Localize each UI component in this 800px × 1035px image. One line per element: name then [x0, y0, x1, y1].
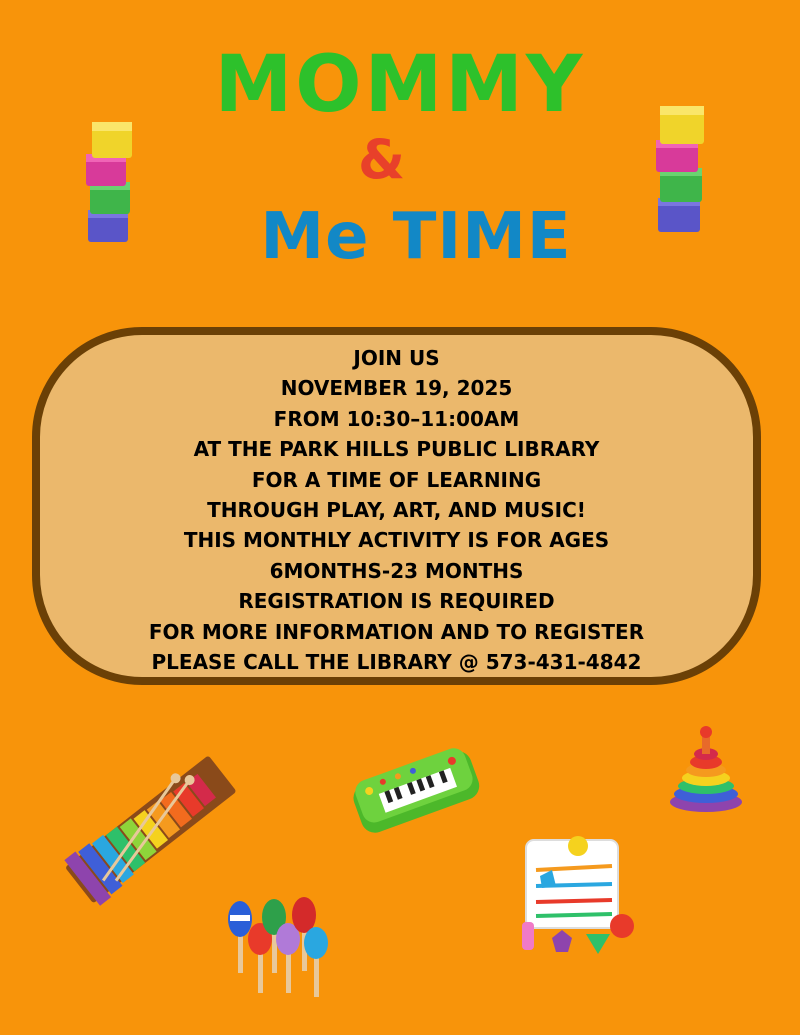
info-line: AT THE PARK HILLS PUBLIC LIBRARY — [193, 437, 600, 462]
info-line: NOVEMBER 19, 2025 — [280, 376, 513, 401]
info-line: THROUGH PLAY, ART, AND MUSIC! — [207, 497, 586, 522]
info-line: 6MONTHS-23 MONTHS — [269, 558, 524, 583]
maracas-icon — [222, 895, 334, 1005]
info-line: THIS MONTHLY ACTIVITY IS FOR AGES — [183, 528, 610, 553]
event-details — [32, 343, 761, 677]
info-line: FROM 10:30–11:00AM — [273, 406, 520, 431]
title-me-time: Me TIME — [260, 200, 572, 274]
info-line: PLEASE CALL THE LIBRARY @ 573-431-4842 — [151, 649, 642, 674]
toy-keyboard-icon — [348, 745, 484, 837]
info-line: FOR A TIME OF LEARNING — [251, 467, 542, 492]
title-ampersand: & — [357, 128, 407, 191]
info-line: FOR MORE INFORMATION AND TO REGISTER — [148, 619, 645, 644]
stacking-rings-icon — [668, 722, 744, 814]
toy-blocks-icon — [652, 102, 710, 238]
info-line: REGISTRATION IS REQUIRED — [238, 589, 555, 614]
info-line: JOIN US — [353, 346, 440, 370]
title-mommy: MOMMY — [214, 40, 586, 130]
shape-sorter-cube-icon — [516, 830, 640, 966]
toy-blocks-icon — [82, 118, 138, 246]
xylophone-icon — [52, 745, 248, 915]
